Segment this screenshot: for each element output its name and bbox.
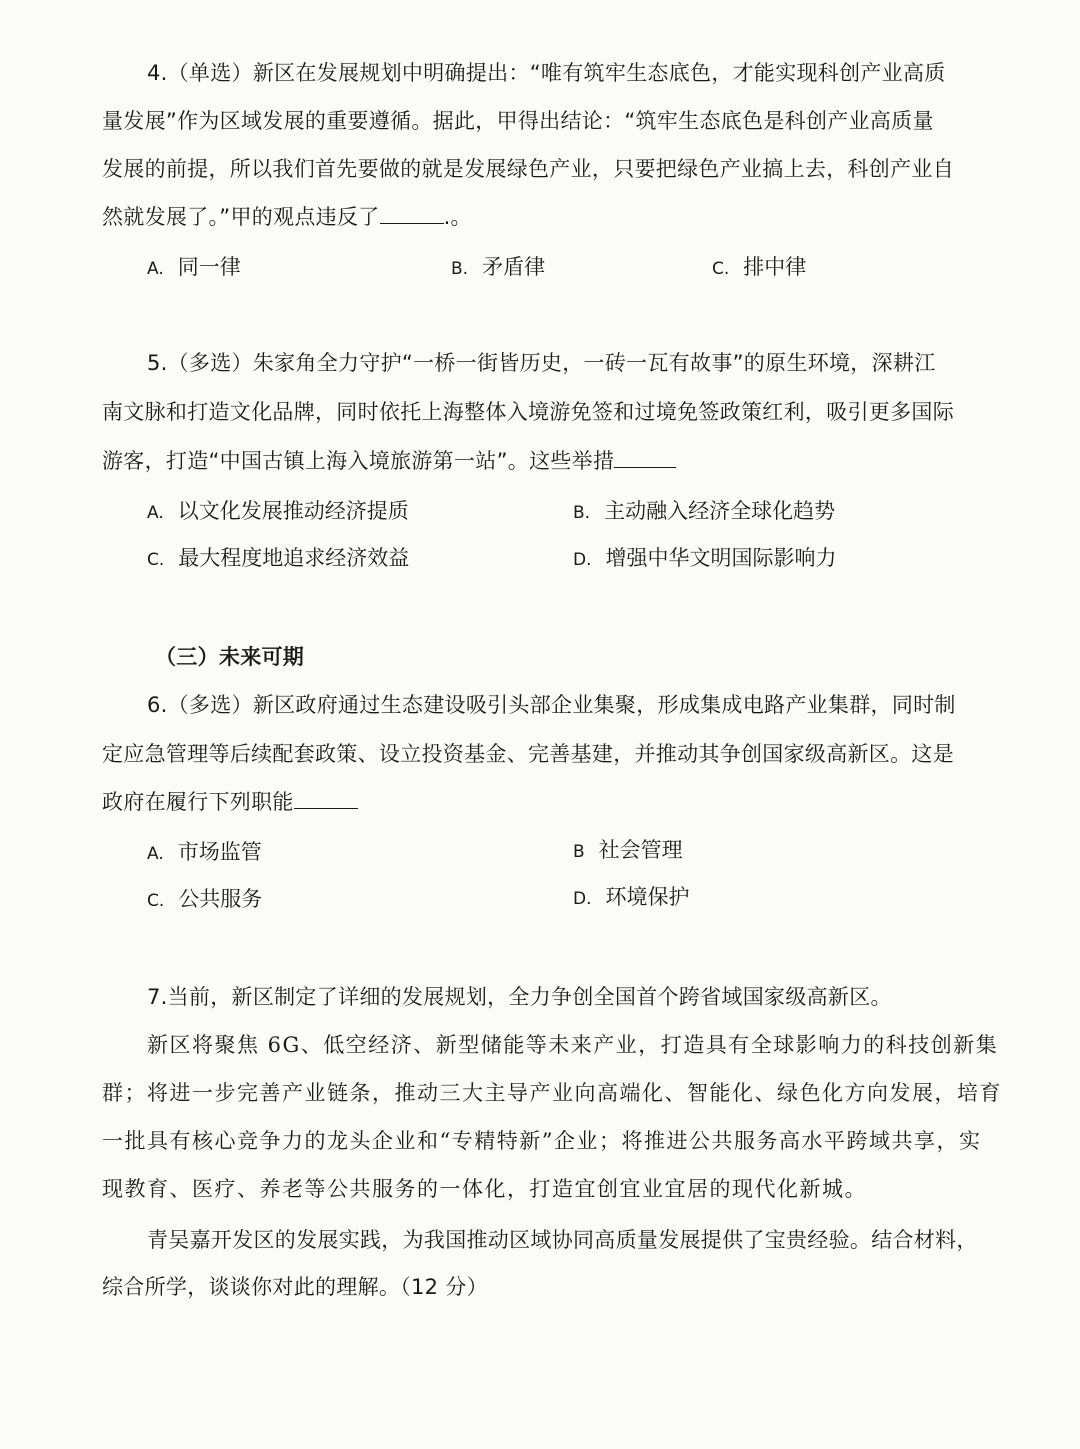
q6-option-a: [147, 837, 262, 869]
q5-option-c-letter: C.: [147, 550, 165, 570]
q4-option-c: [712, 252, 806, 284]
q4-line-2: 量发展”作为区域发展的重要遵循。据此，甲得出结论：“筑牢生态底色是科创产业高质量: [102, 109, 934, 133]
q6-option-d: [573, 882, 690, 914]
q6-line-3: [102, 787, 358, 817]
q7-material-line-3: 一批具有核心竞争力的龙头企业和“专精特新”企业；将推进公共服务高水平跨域共享，实: [102, 1129, 982, 1153]
q6-line-1: 6.（多选）新区政府通过生态建设吸引头部企业集聚，形成集成电路产业集群，同时制: [147, 693, 956, 717]
q5-option-b: [573, 496, 835, 528]
q5-option-d-text: 增强中华文明国际影响力: [605, 546, 837, 570]
q5-answer-blank: [614, 447, 676, 468]
q4-option-a-text: 同一律: [177, 255, 241, 279]
q6-option-d-text: 环境保护: [605, 885, 690, 909]
q6-option-b-text: 社会管理: [598, 838, 683, 862]
q6-option-b: [573, 835, 683, 867]
q6-line-3-text: 政府在履行下列职能: [102, 790, 294, 814]
q5-option-a: [147, 496, 409, 528]
q6-option-d-letter: D.: [573, 889, 592, 909]
q6-option-c: [147, 884, 262, 916]
q7-question-line-2: 综合所学，谈谈你对此的理解。（12 分）: [102, 1275, 488, 1299]
q7-material-line-1: 新区将聚焦 6G、低空经济、新型储能等未来产业，打造具有全球影响力的科技创新集: [147, 1033, 999, 1057]
q4-line-1: 4.（单选）新区在发展规划中明确提出：“唯有筑牢生态底色，才能实现科创产业高质: [147, 61, 946, 85]
q4-line-4: [102, 202, 472, 232]
section-heading: （三）未来可期: [155, 645, 305, 669]
q4-line-3: 发展的前提，所以我们首先要做的就是发展绿色产业，只要把绿色产业搞上去，科创产业自: [102, 157, 954, 181]
q5-option-b-text: 主动融入经济全球化趋势: [604, 499, 836, 523]
q6-answer-blank: [294, 788, 358, 809]
q5-option-a-text: 以文化发展推动经济提质: [177, 499, 409, 523]
q6-option-b-letter: B: [573, 842, 585, 862]
q6-line-2: 定应急管理等后续配套政策、设立投资基金、完善基建，并推动其争创国家级高新区。这是: [102, 742, 954, 766]
q4-option-b-letter: B.: [451, 259, 469, 279]
q4-option-a: [147, 252, 241, 284]
q6-option-a-text: 市场监管: [177, 840, 262, 864]
q4-option-b: [451, 252, 545, 284]
q5-option-b-letter: B.: [573, 503, 591, 523]
q5-option-a-letter: A.: [147, 503, 164, 523]
q5-line-2: 南文脉和打造文化品牌，同时依托上海整体入境游免签和过境免签政策红利，吸引更多国际: [102, 400, 954, 424]
q6-option-a-letter: A.: [147, 844, 164, 864]
q5-option-c: [147, 543, 409, 575]
q5-line-3-text: 游客，打造“中国古镇上海入境旅游第一站”。这些举措: [102, 449, 615, 473]
q4-option-c-letter: C.: [712, 259, 730, 279]
q5-option-d: [573, 543, 837, 575]
q5-option-d-letter: D.: [573, 550, 592, 570]
q7-material-line-2: 群；将进一步完善产业链条，推动三大主导产业向高端化、智能化、绿色化方向发展，培育: [102, 1081, 1002, 1105]
q7-intro: 7.当前，新区制定了详细的发展规划，全力争创全国首个跨省域国家级高新区。: [147, 985, 892, 1009]
q7-material-line-4: 现教育、医疗、养老等公共服务的一体化，打造宜创宜业宜居的现代化新城。: [102, 1177, 867, 1201]
q4-option-c-text: 排中律: [743, 255, 807, 279]
q4-option-a-letter: A.: [147, 259, 164, 279]
q5-option-c-text: 最大程度地追求经济效益: [178, 546, 410, 570]
q4-line-4-text: 然就发展了。”甲的观点违反了: [102, 205, 380, 229]
q7-question-line-1: 青吴嘉开发区的发展实践，为我国推动区域协同高质量发展提供了宝贵经验。结合材料，: [147, 1228, 978, 1252]
q6-option-c-text: 公共服务: [178, 887, 263, 911]
q4-option-b-text: 矛盾律: [482, 255, 546, 279]
q4-blank-suffix: .。: [443, 205, 472, 229]
q5-line-3: [102, 446, 676, 476]
q5-line-1: 5.（多选）朱家角全力守护“一桥一街皆历史，一砖一瓦有故事”的原生环境，深耕江: [147, 351, 936, 375]
q6-option-c-letter: C.: [147, 891, 165, 911]
q4-answer-blank: [380, 203, 444, 224]
